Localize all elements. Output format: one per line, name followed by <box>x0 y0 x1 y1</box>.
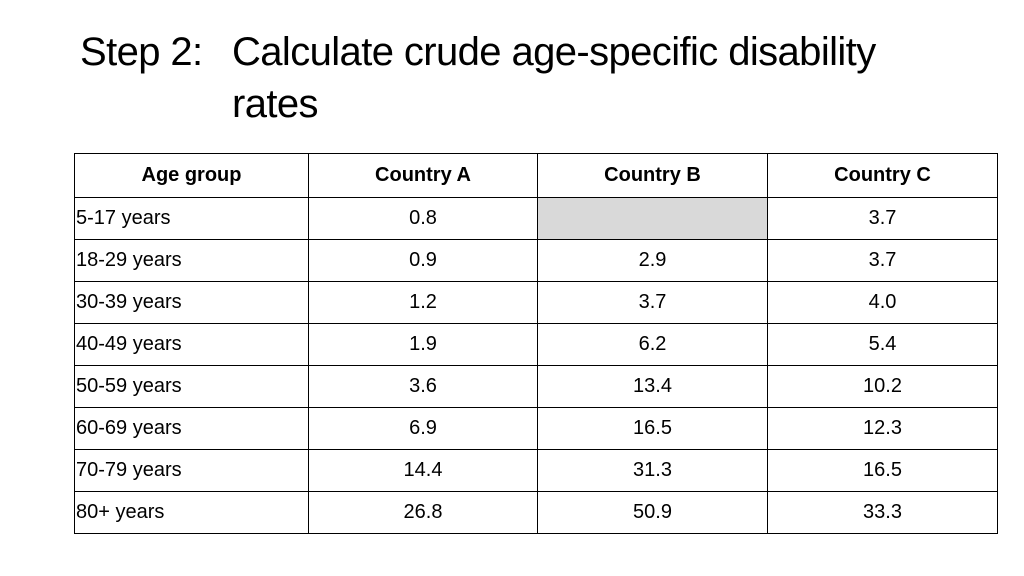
table-row <box>75 450 998 492</box>
country-c-cell: 10.2 <box>768 366 998 408</box>
disability-rates-table <box>74 153 998 534</box>
table-header-row <box>75 154 998 198</box>
country-a-cell: 1.2 <box>309 282 538 324</box>
country-b-cell: 13.4 <box>538 366 768 408</box>
country-c-cell: 4.0 <box>768 282 998 324</box>
country-b-cell: 3.7 <box>538 282 768 324</box>
age-group-cell: 18-29 years <box>75 240 309 282</box>
table-row <box>75 198 998 240</box>
header-age-group: Age group <box>75 154 309 198</box>
step-label: Step 2: <box>80 30 203 74</box>
country-b-cell: 2.9 <box>538 240 768 282</box>
country-a-cell: 1.9 <box>309 324 538 366</box>
age-group-cell: 40-49 years <box>75 324 309 366</box>
country-c-cell: 16.5 <box>768 450 998 492</box>
country-a-cell: 14.4 <box>309 450 538 492</box>
age-group-cell: 60-69 years <box>75 408 309 450</box>
country-a-cell: 3.6 <box>309 366 538 408</box>
country-b-cell: 6.2 <box>538 324 768 366</box>
table-row <box>75 324 998 366</box>
country-c-cell: 3.7 <box>768 198 998 240</box>
table-row <box>75 366 998 408</box>
country-c-cell: 12.3 <box>768 408 998 450</box>
title-heading: Calculate crude age-specific disability rates <box>232 30 876 126</box>
country-b-cell-blank <box>538 198 768 240</box>
country-a-cell: 26.8 <box>309 492 538 534</box>
header-country-a: Country A <box>309 154 538 198</box>
country-a-cell: 0.8 <box>309 198 538 240</box>
country-a-cell: 6.9 <box>309 408 538 450</box>
header-country-c: Country C <box>768 154 998 198</box>
table-row <box>75 492 998 534</box>
age-group-cell: 70-79 years <box>75 450 309 492</box>
age-group-cell: 80+ years <box>75 492 309 534</box>
country-c-cell: 5.4 <box>768 324 998 366</box>
age-group-cell: 50-59 years <box>75 366 309 408</box>
country-c-cell: 3.7 <box>768 240 998 282</box>
country-b-cell: 16.5 <box>538 408 768 450</box>
country-b-cell: 50.9 <box>538 492 768 534</box>
age-group-cell: 30-39 years <box>75 282 309 324</box>
table-row <box>75 282 998 324</box>
country-b-cell: 31.3 <box>538 450 768 492</box>
country-c-cell: 33.3 <box>768 492 998 534</box>
header-country-b: Country B <box>538 154 768 198</box>
table-row <box>75 240 998 282</box>
age-group-cell: 5-17 years <box>75 198 309 240</box>
table-row <box>75 408 998 450</box>
country-a-cell: 0.9 <box>309 240 538 282</box>
